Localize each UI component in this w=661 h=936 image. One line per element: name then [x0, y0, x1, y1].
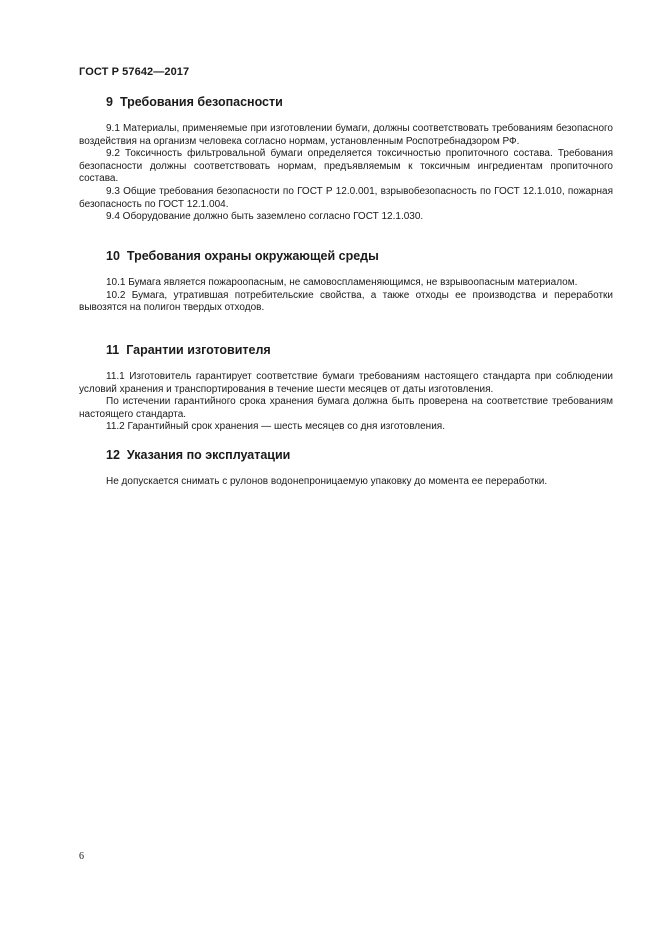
section-10: [79, 248, 613, 315]
paragraph-10-1: 10.1 Бумага является пожароопасным, не самовоспламеняющимся, не взрывоопасным материалом.: [106, 277, 578, 288]
paragraph-9-1: 9.1 Материалы, применяемые при изготовлении бумаги, должны соответствовать требованиям безопасного воздействия на организм человека согласно нормам, установленным Роспотребнадзором РФ.: [79, 123, 613, 147]
section-number: 11: [106, 343, 120, 357]
paragraph-9-2: 9.2 Токсичность фильтровальной бумаги определяется токсичностью пропиточного состава. Требования безопасности должны соответствовать нормам, предъявляемым к токсичным ингредиентам пропиточного состава.: [79, 148, 613, 185]
section-title: Указания по эксплуатации: [126, 448, 291, 462]
section-number: 12: [106, 448, 120, 462]
section-number: 10: [106, 249, 120, 263]
section-11: [79, 342, 613, 434]
section-10-heading: [106, 248, 613, 264]
page-number: 6: [79, 851, 84, 862]
section-9-heading: [106, 94, 613, 110]
paragraph-12: Не допускается снимать с рулонов водонепроницаемую упаковку до момента ее переработки.: [106, 476, 548, 487]
document-code-header: ГОСТ Р 57642—2017: [79, 66, 190, 78]
section-title: Требования охраны окружающей среды: [126, 249, 379, 263]
section-12-heading: [106, 447, 613, 463]
paragraph-11-1: 11.1 Изготовитель гарантирует соответствие бумаги требованиям настоящего стандарта при соблюдении условий хранения и транспортирования в течение шести месяцев от даты изготовления.: [79, 371, 613, 395]
section-title: Гарантии изготовителя: [126, 343, 271, 357]
paragraph-10-2: 10.2 Бумага, утратившая потребительские свойства, а также отходы ее производства и переработки вывозятся на полигон твердых отходов.: [79, 289, 613, 314]
paragraph-9-3: 9.3 Общие требования безопасности по ГОСТ Р 12.0.001, взрывобезопасность по ГОСТ 12.1.010, пожарная безопасность по ГОСТ 12.1.004.: [79, 185, 613, 210]
section-9: [79, 94, 613, 224]
section-number: 9: [106, 95, 113, 109]
paragraph-11-1-cont: По истечении гарантийного срока хранения бумага должна быть проверена на соответствие требованиям настоящего стандарта.: [79, 396, 613, 420]
section-title: Требования безопасности: [119, 95, 283, 109]
paragraph-9-4: 9.4 Оборудование должно быть заземлено согласно ГОСТ 12.1.030.: [106, 211, 424, 223]
paragraph-11-2: 11.2 Гарантийный срок хранения — шесть месяцев со дня изготовления.: [106, 421, 445, 433]
section-11-heading: [106, 342, 613, 358]
section-12: [79, 447, 613, 489]
